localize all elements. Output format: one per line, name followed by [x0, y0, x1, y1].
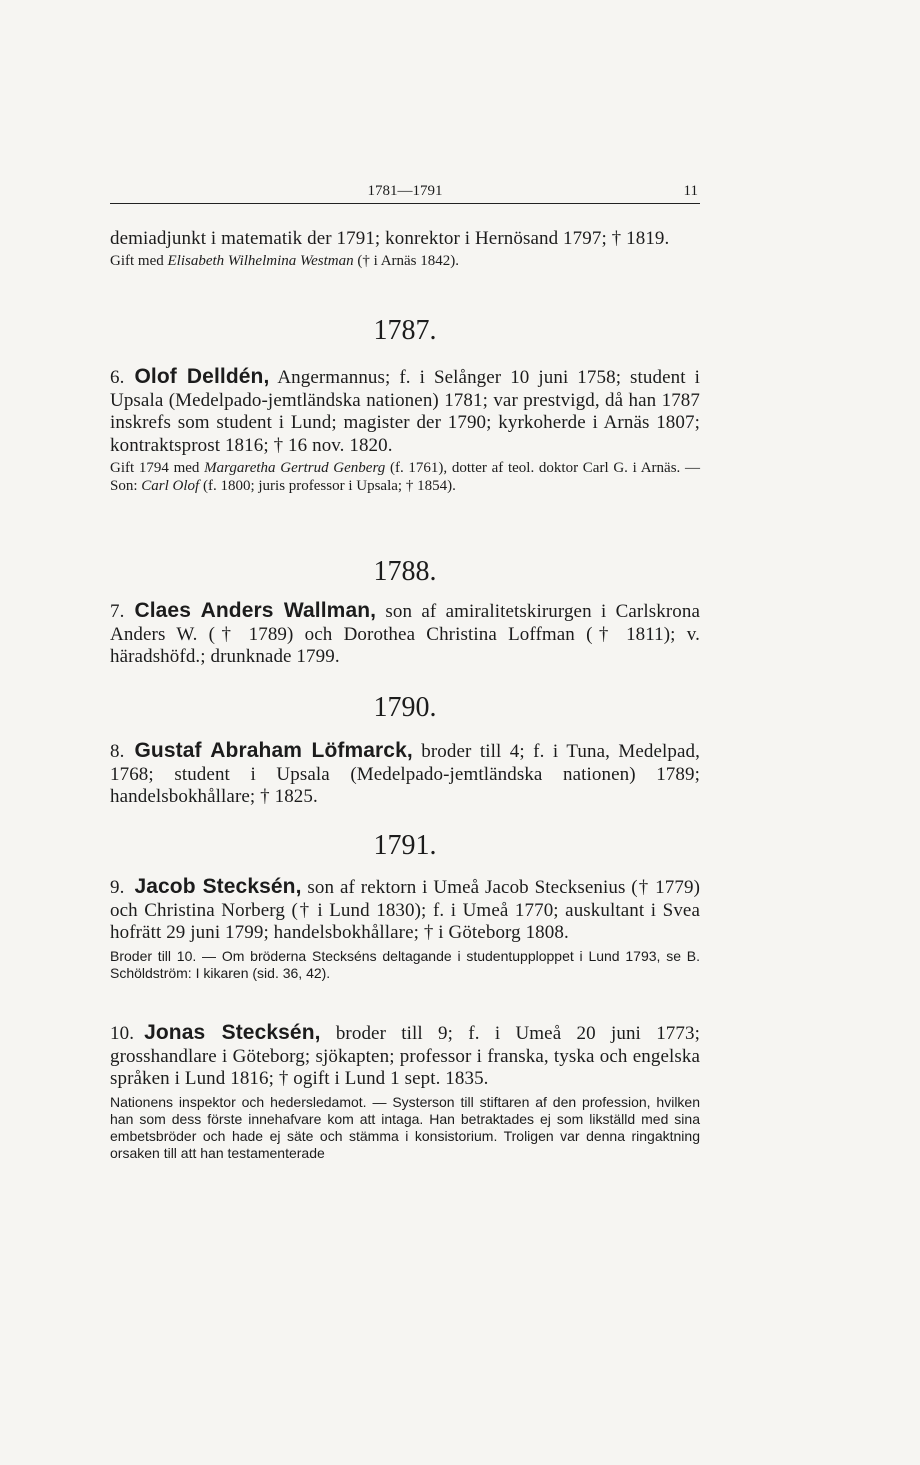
continued-entry	[110, 228, 700, 270]
year-heading-1791: 1791.	[373, 830, 437, 861]
entry-number: 9.	[110, 877, 125, 898]
person-name: Jonas Stecksén,	[144, 1021, 321, 1044]
entry-7	[110, 600, 700, 669]
entry-number: 10.	[110, 1023, 135, 1044]
entry-text: Angermannus; f. i Selånger 10 juni 1758; student i Upsala (Medelpado-jemtländska nationen) 1781; var prestvigd, då han 1787 inskrefs som student i Lund; magister der 1790; kyrkoherde i Arnäs 1807; kontraktsprost 1816; † 16 nov. 1820.	[110, 367, 700, 456]
year-heading-1788: 1788.	[373, 556, 437, 587]
continued-text: demiadjunkt i matematik der 1791; konrektor i Hernösand 1797; † 1819.	[110, 228, 670, 249]
person-name: Olof Delldén,	[134, 365, 270, 388]
year-heading-1790: 1790.	[373, 692, 437, 723]
son-name: Carl Olof	[141, 478, 200, 494]
entry-marriage: Gift 1794 med Margaretha Gertrud Genberg (f. 1761), dotter af teol. doktor Carl G. i Arnäs. — Son: Carl Olof (f. 1800; juris professor i Upsala; † 1854).	[110, 460, 700, 494]
entry-text: broder till 9; f. i Umeå 20 juni 1773; grosshandlare i Göteborg; sjökapten; professor i franska, tyska och engelska språken i Lund 1816; † ogift i Lund 1 sept. 1835.	[110, 1023, 700, 1089]
entry-9	[110, 876, 700, 982]
header-year-range: 1781—1791	[367, 183, 443, 199]
entry-note: Broder till 10. — Om bröderna Steckséns deltagande i studentupploppet i Lund 1793, se B. Schöldström: I kikaren (sid. 36, 42).	[110, 947, 700, 981]
entry-text: son af amiralitetskirurgen i Carlskrona Anders W. († 1789) och Dorothea Christina Loffman († 1811); v. häradshöfd.; drunknade 1799.	[110, 601, 700, 667]
running-header	[110, 181, 700, 204]
wife-name: Elisabeth Wilhelmina Westman	[167, 252, 354, 269]
page-number: 11	[683, 183, 698, 199]
year-heading-1787: 1787.	[373, 315, 437, 346]
entry-number: 8.	[110, 741, 125, 762]
entry-8	[110, 740, 700, 809]
entry-text: broder till 4; f. i Tuna, Medelpad, 1768; student i Upsala (Medelpado-jemtländska nationen) 1789; handelsbokhållare; † 1825.	[110, 741, 701, 807]
entry-10	[110, 1022, 700, 1162]
wife-name: Margaretha Gertrud Genberg	[204, 460, 386, 476]
continued-marriage: Gift med Elisabeth Wilhelmina Westman († i Arnäs 1842).	[110, 252, 460, 269]
person-name: Jacob Stecksén,	[134, 875, 302, 898]
entry-number: 7.	[110, 601, 125, 622]
entry-text: son af rektorn i Umeå Jacob Stecksenius († 1779) och Christina Norberg († i Lund 1830); f. i Umeå 1770; auskultant i Svea hofrätt 29 juni 1799; handelsbokhållare; † i Göteborg 1808.	[110, 877, 700, 943]
entry-6	[110, 366, 700, 495]
entry-number: 6.	[110, 367, 125, 388]
person-name: Claes Anders Wallman,	[134, 599, 377, 622]
entry-note: Nationens inspektor och hedersledamot. — Systerson till stiftaren af den profession, hvilken han som dess förste innehafvare kom att intaga. Han betraktades ej som likställd med sina embetsbröder och hade ej säte och stämma i konsistorium. Troligen var denna ringaktning orsaken till att han testamenterade	[110, 1093, 700, 1161]
person-name: Gustaf Abraham Löfmarck,	[134, 739, 413, 762]
